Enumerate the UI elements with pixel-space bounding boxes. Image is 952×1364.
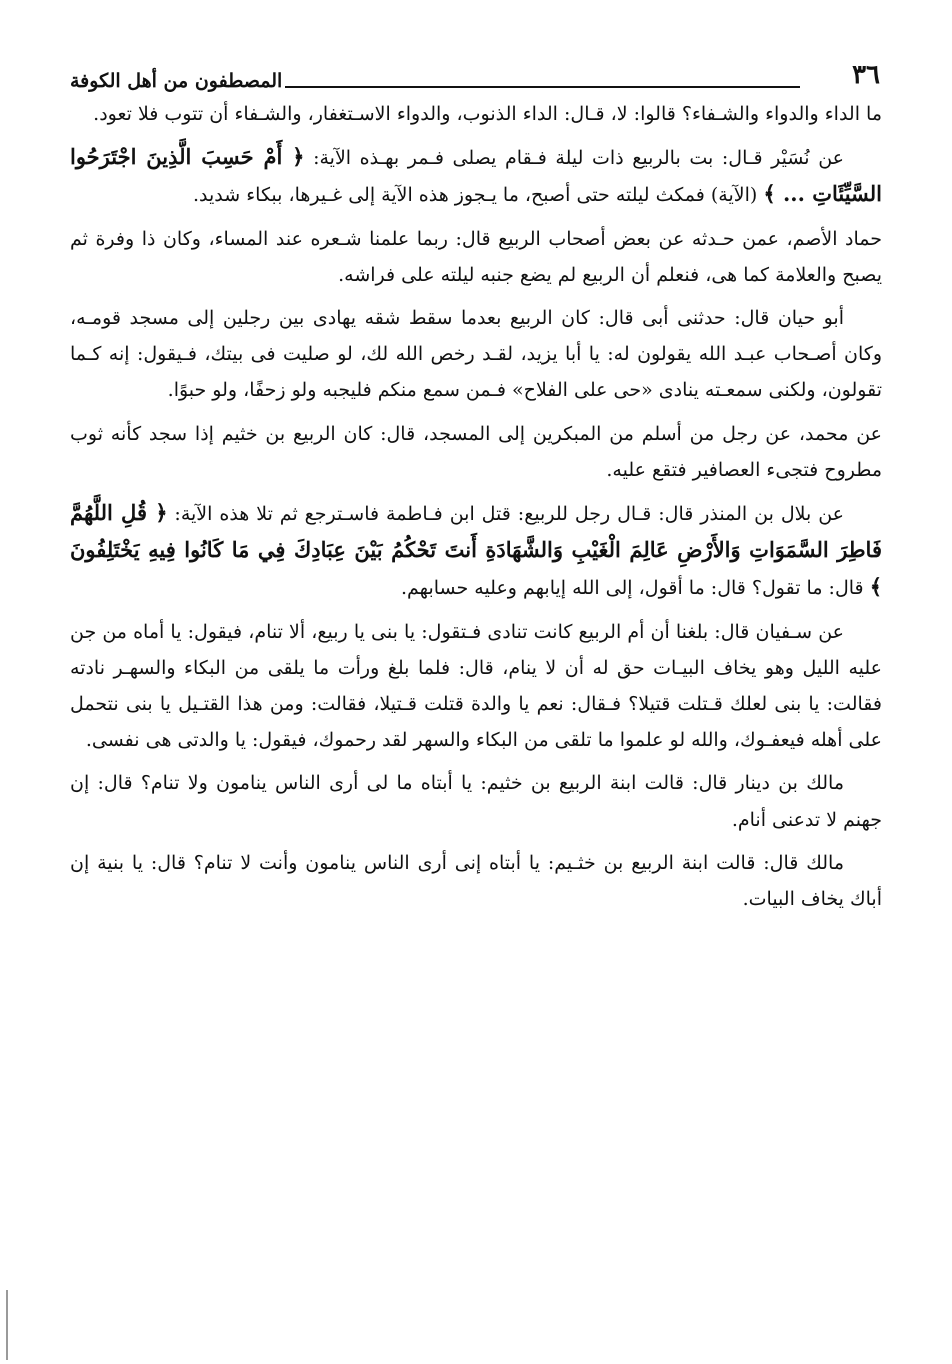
paragraph-text: (الآية) فمكث ليلته حتى أصبح، ما يـجوز هذه الآية إلى غـيرها، ببكاء شديد. (192, 184, 764, 207)
paragraph-text: قال: ما تقول؟ قال: ما أقول، إلى الله إيابهم وعليه حسابهم. (401, 577, 870, 600)
paragraph (70, 221, 882, 293)
paragraph (70, 139, 882, 213)
paragraph-text: ما الداء والدواء والشـفاء؟ قالوا: لا، قـال: الداء الذنوب، والدواء الاسـتغفار، والشـفاء أن تتوب فلا تعود. (93, 103, 882, 125)
scan-edge-mark (6, 1290, 8, 1360)
quran-verse: ﴿ أَمْ حَسِبَ الَّذِينَ اجْتَرَحُوا السَّيِّئَاتِ ... ﴾ (70, 144, 882, 207)
paragraph (70, 300, 882, 409)
running-title: المصطفون من أهل الكوفة (70, 70, 283, 92)
paragraph-text: مالك قال: قالت ابنة الربيع بن خثـيم: يا أبتاه إنى أرى الناس ينامون وأنت لا تنام؟ قال: يا بنية إن أباك يخاف البيات. (70, 851, 882, 911)
paragraph-text: حماد الأصم، عمن حـدثه عن بعض أصحاب الربيع قال: ربما علمنا شـعره عند المساء، وكان ذا وفرة ثم يصبح والعلامة كما هى، فنعلم أن الربيع لم يضع جنبه ليلته على فراشه. (70, 227, 882, 286)
paragraph-text: مالك بن دينار قال: قالت ابنة الربيع بن خثيم: يا أبتاه ما لى أرى الناس ينامون ولا تنام؟ قال: إن جهنم لا تدعنى أنام. (70, 772, 882, 831)
page-number: ٣٦ (852, 60, 880, 90)
paragraph-text: عن محمد، عن رجل من أسلم من المبكرين إلى المسجد، قال: كان الربيع بن خثيم إذا سجد كأنه ثوب مطروح فتجىء العصافير فتقع عليه. (70, 422, 882, 481)
quran-verse: ﴿ قُلِ اللَّهُمَّ فَاطِرَ السَّمَوَاتِ وَالأَرْضِ عَالِمَ الْغَيْبِ وَالشَّهَادَةِ أَنتَ تَحْكُمُ بَيْنَ عِبَادِكَ فِي مَا كَانُوا فِيهِ يَخْتَلِفُونَ ﴾ (70, 500, 882, 600)
paragraph-text: عن بلال بن المنذر قال: قـال رجل للربيع: قتل ابن فـاطمة فاسـترجع ثم تلا هذه الآية: (167, 503, 844, 526)
page-body (70, 96, 882, 924)
paragraph (70, 614, 882, 759)
page-header (70, 60, 880, 100)
paragraph (70, 96, 882, 132)
paragraph (70, 495, 882, 607)
paragraph (70, 845, 882, 917)
paragraph-text: عن سـفيان قال: بلغنا أن أم الربيع كانت تنادى فـتقول: يا بنى يا ربيع، ألا تنام، فيقول: يا أماه من جن عليه الليل وهو يخاف البيـات حق له أن لا ينام، قال: فلما بلغ ورأت ما يلقى من البكاء والسهـر نادته فقالت: يا بنى لعلك قـتلت قتيلا؟ فـقال: نعم يا والدة قتلت قـتيلا، فقالت: ومن هذا القتـيل يا بنى نتحمل على أهله فيعفـوك، والله لو علموا ما تلقى من البكاء والسهر لقد رحموك، فيقول: يا والدتى هى نفسى. (70, 620, 882, 752)
paragraph-text: عن نُسَيْر قـال: بت بالربيع ذات ليلة فـقام يصلى فـمر بهـذه الآية: (304, 147, 844, 170)
paragraph (70, 416, 882, 488)
header-rule (285, 86, 800, 88)
paragraph (70, 765, 882, 837)
paragraph-text: أبو حيان قال: حدثنى أبى قال: كان الربيع بعدما سقط شقه يهادى بين رجلين إلى مسجد قومـه، وكان أصـحاب عبـد الله يقولون له: يا أبا يزيد، لقـد رخص الله لك، لو صليت فى بيتك، فـيقول: إنه كـما تقولون، ولكنى سمعـته ينادى «حى على الفلاح» فـمن سمع منكم فليجبه ولو زحفًا، ولو حبوًا. (70, 307, 882, 402)
